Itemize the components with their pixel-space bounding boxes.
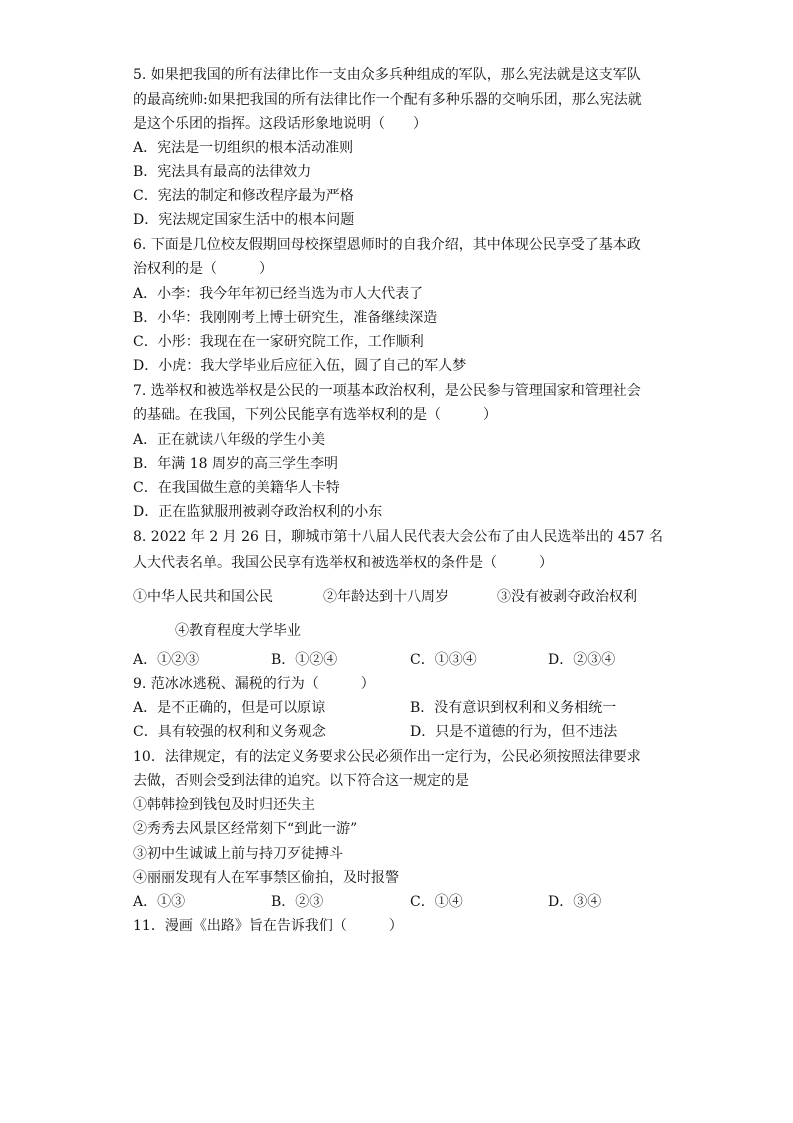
- q9-stem: 9. 范冰冰逃税、漏税的行为（ ）: [133, 676, 375, 692]
- q7-option-c: C．在我国做生意的美籍华人卡特: [133, 480, 340, 496]
- q9-option-b: B．没有意识到权利和义务相统一: [410, 700, 617, 716]
- q5-stem-line-3: 是这个乐团的指挥。这段话形象地说明（ ）: [133, 116, 427, 132]
- q5-stem-line-1: 5. 如果把我国的所有法律比作一支由众多兵种组成的军队，那么宪法就是这支军队: [133, 67, 641, 83]
- q10-item-3: ③初中生诚诚上前与持刀歹徒搏斗: [133, 846, 343, 862]
- q8-item-2: ②年龄达到十八周岁: [323, 589, 449, 605]
- q6-option-d: D．小虎：我大学毕业后应征入伍，圆了自己的军人梦: [133, 358, 467, 374]
- q9-option-a: A．是不正确的，但是可以原谅: [133, 700, 326, 716]
- q11-stem: 11．漫画《出路》旨在告诉我们（ ）: [133, 918, 403, 934]
- q9-option-d: D．只是不道德的行为，但不违法: [410, 724, 618, 740]
- q10-option-a: A．①③: [133, 894, 186, 910]
- q10-item-4: ④丽丽发现有人在军事禁区偷拍，及时报警: [133, 870, 399, 886]
- q10-item-2: ②秀秀去风景区经常刻下“到此一游”: [133, 821, 358, 837]
- q6-option-c: C．小彤：我现在在一家研究院工作，工作顺利: [133, 334, 424, 350]
- q10-item-1: ①韩韩捡到钱包及时归还失主: [133, 797, 315, 813]
- q8-option-a: A．①②③: [133, 652, 200, 668]
- q10-stem-line-1: 10．法律规定，有的法定义务要求公民必须作出一定行为，公民必须按照法律要求: [133, 749, 641, 765]
- q5-stem-line-2: 的最高统帅:如果把我国的所有法律比作一个配有多种乐器的交响乐团，那么宪法就: [133, 92, 642, 108]
- q6-option-a: A．小李：我今年年初已经当选为市人大代表了: [133, 286, 424, 302]
- q8-option-b: B．①②④: [271, 652, 338, 668]
- q5-option-d: D．宪法规定国家生活中的根本问题: [133, 212, 355, 228]
- q5-option-b: B．宪法具有最高的法律效力: [133, 164, 312, 180]
- q8-option-d: D．②③④: [548, 652, 616, 668]
- q6-stem-line-1: 6. 下面是几位校友假期回母校探望恩师时的自我介绍，其中体现公民享受了基本政: [133, 237, 641, 253]
- q8-item-4: ④教育程度大学毕业: [175, 623, 301, 639]
- q8-stem-line-1: 8. 2022 年 2 月 26 日，聊城市第十八届人民代表大会公布了由人民选举出的 457 名: [133, 529, 664, 545]
- q10-option-d: D．③④: [548, 894, 602, 910]
- q8-item-3: ③没有被剥夺政治权利: [497, 589, 637, 605]
- q9-option-c: C．具有较强的权利和义务观念: [133, 724, 326, 740]
- q10-stem-line-2: 去做，否则会受到法律的追究。以下符合这一规定的是: [133, 773, 469, 789]
- q7-stem-line-2: 的基础。在我国，下列公民能享有选举权利的是（ ）: [133, 407, 497, 423]
- q8-option-c: C．①③④: [410, 652, 477, 668]
- q6-stem-line-2: 治权利的是（ ）: [133, 261, 273, 277]
- q6-option-b: B．小华：我刚刚考上博士研究生，准备继续深造: [133, 310, 438, 326]
- q8-item-1: ①中华人民共和国公民: [133, 589, 273, 605]
- q10-option-b: B．②③: [271, 894, 324, 910]
- q7-option-b: B．年满 18 周岁的高三学生李明: [133, 456, 339, 472]
- q7-option-d: D．正在监狱服刑被剥夺政治权利的小东: [133, 504, 383, 520]
- q5-option-a: A．宪法是一切组织的根本活动准则: [133, 140, 354, 156]
- q8-stem-line-2: 人大代表名单。我国公民享有选举权和被选举权的条件是（ ）: [133, 555, 553, 571]
- q7-option-a: A．正在就读八年级的学生小美: [133, 432, 326, 448]
- q5-option-c: C．宪法的制定和修改程序最为严格: [133, 188, 354, 204]
- q10-option-c: C．①④: [410, 894, 463, 910]
- q7-stem-line-1: 7. 选举权和被选举权是公民的一项基本政治权利，是公民参与管理国家和管理社会: [133, 383, 641, 399]
